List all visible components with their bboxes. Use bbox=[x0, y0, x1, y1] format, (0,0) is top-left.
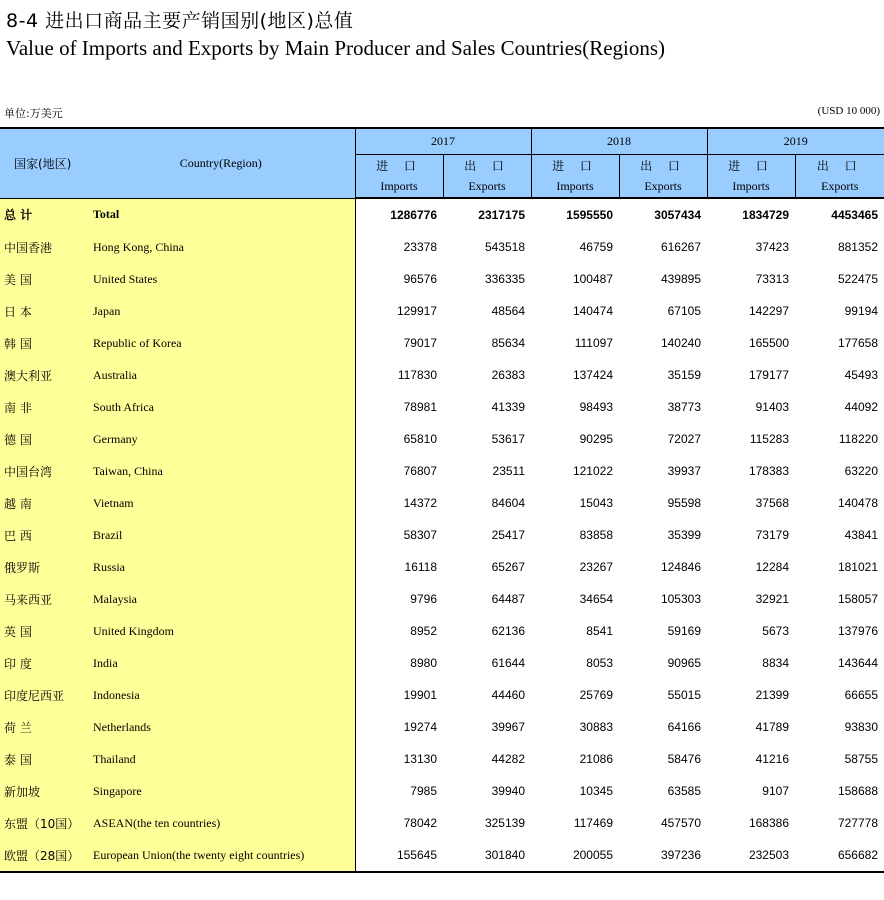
exports-value: 99194 bbox=[844, 304, 878, 318]
exports-value: 39940 bbox=[491, 784, 525, 798]
exports-value: 64166 bbox=[667, 720, 701, 734]
country-name-cn: 中国台湾 bbox=[0, 455, 87, 487]
country-name-cn: 英 国 bbox=[0, 615, 87, 647]
exports-header-en: Exports bbox=[468, 179, 506, 193]
exports-value: 616267 bbox=[660, 240, 701, 254]
exports-value: 84604 bbox=[491, 496, 525, 510]
exports-value: 39937 bbox=[667, 464, 701, 478]
imports-header-en: Imports bbox=[556, 179, 594, 193]
table-row bbox=[0, 391, 884, 423]
country-name-en: United Kingdom bbox=[87, 615, 355, 647]
exports-value: 4453465 bbox=[831, 208, 878, 222]
imports-value: 14372 bbox=[355, 487, 443, 519]
country-name-en: Malaysia bbox=[87, 583, 355, 615]
table-row bbox=[0, 743, 884, 775]
country-name-en: Hong Kong, China bbox=[87, 231, 355, 263]
country-name-en: Vietnam bbox=[87, 487, 355, 519]
exports-value: 59169 bbox=[667, 624, 701, 638]
country-name-cn: 印度尼西亚 bbox=[0, 679, 87, 711]
imports-value: 83858 bbox=[579, 528, 613, 542]
page-title-cn: 8-4 进出口商品主要产销国别(地区)总值 bbox=[6, 10, 354, 32]
table-row bbox=[0, 647, 884, 679]
exports-value: 2317175 bbox=[478, 208, 525, 222]
table-row bbox=[0, 807, 884, 839]
exports-value: 90965 bbox=[667, 656, 701, 670]
table-row bbox=[0, 231, 884, 263]
year-header: 2017 bbox=[355, 128, 531, 155]
unit-label-cn: 单位:万美元 bbox=[4, 107, 63, 120]
imports-value: 10345 bbox=[579, 784, 613, 798]
imports-value: 73179 bbox=[755, 528, 789, 542]
exports-header-cn: 出 口 bbox=[640, 159, 686, 173]
imports-value: 19274 bbox=[355, 711, 443, 743]
table-row bbox=[0, 839, 884, 872]
table-row bbox=[0, 775, 884, 807]
table-row bbox=[0, 455, 884, 487]
exports-value: 158057 bbox=[837, 592, 878, 606]
exports-value: 93830 bbox=[844, 720, 878, 734]
imports-header-cn: 进 口 bbox=[376, 159, 422, 173]
imports-value: 78042 bbox=[355, 807, 443, 839]
country-name-cn: 美 国 bbox=[0, 263, 87, 295]
country-name-en: India bbox=[87, 647, 355, 679]
country-name-cn: 泰 国 bbox=[0, 743, 87, 775]
exports-value: 35399 bbox=[667, 528, 701, 542]
table-row bbox=[0, 263, 884, 295]
country-name-cn: 韩 国 bbox=[0, 327, 87, 359]
imports-value: 41216 bbox=[755, 752, 789, 766]
imports-value: 15043 bbox=[579, 496, 613, 510]
table-row bbox=[0, 359, 884, 391]
country-name-cn: 荷 兰 bbox=[0, 711, 87, 743]
country-name-cn: 新加坡 bbox=[0, 775, 87, 807]
exports-value: 25417 bbox=[491, 528, 525, 542]
imports-value: 65810 bbox=[355, 423, 443, 455]
exports-value: 38773 bbox=[667, 400, 701, 414]
country-name-en: Japan bbox=[87, 295, 355, 327]
imports-value: 9796 bbox=[355, 583, 443, 615]
exports-value: 53617 bbox=[491, 432, 525, 446]
exports-value: 143644 bbox=[837, 656, 878, 670]
exports-header-en: Exports bbox=[644, 179, 682, 193]
imports-value: 111097 bbox=[574, 336, 613, 350]
table-row bbox=[0, 487, 884, 519]
exports-value: 124846 bbox=[660, 560, 701, 574]
country-name-en: South Africa bbox=[87, 391, 355, 423]
imports-value: 73313 bbox=[755, 272, 789, 286]
exports-value: 45493 bbox=[844, 368, 878, 382]
imports-value: 5673 bbox=[762, 624, 789, 638]
country-name-en: Germany bbox=[87, 423, 355, 455]
exports-value: 48564 bbox=[491, 304, 525, 318]
imports-value: 8834 bbox=[762, 656, 789, 670]
exports-value: 35159 bbox=[667, 368, 701, 382]
imports-value: 13130 bbox=[355, 743, 443, 775]
imports-value: 79017 bbox=[355, 327, 443, 359]
country-name-cn: 俄罗斯 bbox=[0, 551, 87, 583]
exports-value: 439895 bbox=[660, 272, 701, 286]
imports-value: 129917 bbox=[355, 295, 443, 327]
imports-value: 140474 bbox=[572, 304, 613, 318]
table-row bbox=[0, 423, 884, 455]
imports-value: 137424 bbox=[572, 368, 613, 382]
trade-table bbox=[0, 127, 884, 873]
imports-value: 117830 bbox=[355, 359, 443, 391]
table-row bbox=[0, 519, 884, 551]
exports-header bbox=[619, 155, 707, 199]
country-name-cn: 德 国 bbox=[0, 423, 87, 455]
country-name-en: Russia bbox=[87, 551, 355, 583]
exports-value: 58476 bbox=[667, 752, 701, 766]
exports-value: 67105 bbox=[667, 304, 701, 318]
country-name-cn: 越 南 bbox=[0, 487, 87, 519]
exports-value: 44282 bbox=[491, 752, 525, 766]
country-name-cn: 澳大利亚 bbox=[0, 359, 87, 391]
exports-value: 44460 bbox=[491, 688, 525, 702]
table-body bbox=[0, 198, 884, 872]
exports-value: 397236 bbox=[660, 848, 701, 862]
exports-value: 105303 bbox=[660, 592, 701, 606]
exports-value: 41339 bbox=[491, 400, 525, 414]
country-name-en: Australia bbox=[87, 359, 355, 391]
exports-header-en: Exports bbox=[821, 179, 859, 193]
table-row bbox=[0, 295, 884, 327]
imports-value: 12284 bbox=[755, 560, 789, 574]
imports-value: 96576 bbox=[355, 263, 443, 295]
country-name-en: Netherlands bbox=[87, 711, 355, 743]
exports-value: 85634 bbox=[491, 336, 525, 350]
exports-value: 58755 bbox=[844, 752, 878, 766]
exports-value: 43841 bbox=[844, 528, 878, 542]
imports-value: 23267 bbox=[579, 560, 613, 574]
exports-header-cn: 出 口 bbox=[816, 159, 863, 173]
total-row bbox=[0, 198, 884, 231]
exports-value: 325139 bbox=[484, 816, 525, 830]
imports-header-en: Imports bbox=[732, 179, 770, 193]
imports-header bbox=[707, 155, 795, 199]
exports-value: 543518 bbox=[484, 240, 525, 254]
country-name-en: Republic of Korea bbox=[87, 327, 355, 359]
imports-value: 121022 bbox=[572, 464, 613, 478]
table-row bbox=[0, 679, 884, 711]
imports-value: 8952 bbox=[355, 615, 443, 647]
exports-value: 181021 bbox=[837, 560, 878, 574]
imports-header-cn: 进 口 bbox=[728, 159, 774, 173]
exports-header bbox=[795, 155, 884, 199]
country-name-en: Total bbox=[87, 198, 355, 231]
imports-value: 21399 bbox=[755, 688, 789, 702]
imports-value: 90295 bbox=[579, 432, 613, 446]
country-name-en: European Union(the twenty eight countries) bbox=[87, 839, 355, 872]
imports-value: 91403 bbox=[755, 400, 789, 414]
country-name-en: ASEAN(the ten countries) bbox=[87, 807, 355, 839]
exports-value: 137976 bbox=[837, 624, 878, 638]
country-name-cn: 中国香港 bbox=[0, 231, 87, 263]
exports-value: 26383 bbox=[491, 368, 525, 382]
imports-value: 115283 bbox=[749, 432, 789, 446]
page-title-en: Value of Imports and Exports by Main Producer and Sales Countries(Regions) bbox=[6, 36, 666, 60]
exports-value: 64487 bbox=[491, 592, 525, 606]
imports-value: 58307 bbox=[355, 519, 443, 551]
country-name-cn: 东盟（10国） bbox=[0, 807, 87, 839]
country-name-cn: 日 本 bbox=[0, 295, 87, 327]
imports-value: 1595550 bbox=[566, 208, 613, 222]
imports-header-cn: 进 口 bbox=[552, 159, 598, 173]
imports-value: 7985 bbox=[355, 775, 443, 807]
exports-value: 457570 bbox=[660, 816, 701, 830]
country-name-en: Singapore bbox=[87, 775, 355, 807]
exports-value: 140478 bbox=[837, 496, 878, 510]
exports-value: 66655 bbox=[844, 688, 878, 702]
table-row bbox=[0, 711, 884, 743]
table-row bbox=[0, 327, 884, 359]
exports-value: 65267 bbox=[491, 560, 525, 574]
exports-value: 140240 bbox=[660, 336, 701, 350]
imports-value: 46759 bbox=[579, 240, 613, 254]
imports-value: 37423 bbox=[755, 240, 789, 254]
exports-value: 72027 bbox=[667, 432, 701, 446]
exports-value: 23511 bbox=[492, 464, 525, 478]
imports-value: 34654 bbox=[579, 592, 613, 606]
exports-value: 336335 bbox=[484, 272, 525, 286]
exports-value: 95598 bbox=[667, 496, 701, 510]
country-name-en: Indonesia bbox=[87, 679, 355, 711]
exports-value: 3057434 bbox=[654, 208, 701, 222]
year-header: 2019 bbox=[707, 128, 884, 155]
imports-value: 8980 bbox=[355, 647, 443, 679]
exports-value: 177658 bbox=[837, 336, 878, 350]
imports-value: 78981 bbox=[355, 391, 443, 423]
year-header: 2018 bbox=[531, 128, 707, 155]
exports-value: 62136 bbox=[491, 624, 525, 638]
imports-value: 168386 bbox=[748, 816, 789, 830]
exports-value: 118220 bbox=[838, 432, 878, 446]
exports-value: 158688 bbox=[837, 784, 878, 798]
country-name-cn: 南 非 bbox=[0, 391, 87, 423]
imports-value: 76807 bbox=[355, 455, 443, 487]
country-name-cn: 总 计 bbox=[0, 198, 87, 231]
imports-value: 37568 bbox=[755, 496, 789, 510]
imports-value: 8541 bbox=[586, 624, 613, 638]
imports-value: 178383 bbox=[748, 464, 789, 478]
imports-value: 41789 bbox=[755, 720, 789, 734]
exports-value: 727778 bbox=[837, 816, 878, 830]
imports-value: 16118 bbox=[355, 551, 443, 583]
imports-value: 30883 bbox=[579, 720, 613, 734]
imports-value: 155645 bbox=[355, 839, 443, 872]
table-row bbox=[0, 615, 884, 647]
table-row bbox=[0, 583, 884, 615]
imports-value: 232503 bbox=[748, 848, 789, 862]
country-name-en: United States bbox=[87, 263, 355, 295]
country-name-cn: 欧盟（28国） bbox=[0, 839, 87, 872]
imports-value: 100487 bbox=[572, 272, 613, 286]
country-name-en: Taiwan, China bbox=[87, 455, 355, 487]
imports-value: 8053 bbox=[586, 656, 613, 670]
country-name-cn: 巴 西 bbox=[0, 519, 87, 551]
country-name-en: Brazil bbox=[87, 519, 355, 551]
imports-value: 9107 bbox=[762, 784, 789, 798]
unit-label-en: (USD 10 000) bbox=[817, 105, 880, 117]
exports-header-cn: 出 口 bbox=[464, 159, 510, 173]
exports-value: 39967 bbox=[491, 720, 525, 734]
imports-value: 23378 bbox=[355, 231, 443, 263]
exports-value: 61644 bbox=[491, 656, 525, 670]
exports-value: 63585 bbox=[667, 784, 701, 798]
imports-value: 179177 bbox=[748, 368, 789, 382]
table-row bbox=[0, 551, 884, 583]
imports-value: 25769 bbox=[579, 688, 613, 702]
imports-header bbox=[531, 155, 619, 199]
imports-value: 19901 bbox=[355, 679, 443, 711]
imports-value: 200055 bbox=[572, 848, 613, 862]
country-en-header: Country(Region) bbox=[87, 128, 355, 198]
imports-header bbox=[355, 155, 443, 199]
country-cn-header: 国家(地区) bbox=[0, 128, 87, 198]
exports-value: 656682 bbox=[837, 848, 878, 862]
country-name-en: Thailand bbox=[87, 743, 355, 775]
imports-value: 1286776 bbox=[355, 198, 443, 231]
imports-value: 142297 bbox=[748, 304, 789, 318]
imports-value: 98493 bbox=[579, 400, 613, 414]
imports-header-en: Imports bbox=[380, 179, 418, 193]
exports-value: 301840 bbox=[484, 848, 525, 862]
exports-value: 522475 bbox=[837, 272, 878, 286]
exports-value: 55015 bbox=[667, 688, 701, 702]
country-name-cn: 印 度 bbox=[0, 647, 87, 679]
imports-value: 21086 bbox=[579, 752, 613, 766]
exports-header bbox=[443, 155, 531, 199]
country-name-cn: 马来西亚 bbox=[0, 583, 87, 615]
table-header bbox=[0, 128, 884, 198]
exports-value: 44092 bbox=[844, 400, 878, 414]
exports-value: 63220 bbox=[844, 464, 878, 478]
imports-value: 117469 bbox=[573, 816, 613, 830]
imports-value: 32921 bbox=[755, 592, 789, 606]
exports-value: 881352 bbox=[837, 240, 878, 254]
imports-value: 165500 bbox=[748, 336, 789, 350]
imports-value: 1834729 bbox=[742, 208, 789, 222]
